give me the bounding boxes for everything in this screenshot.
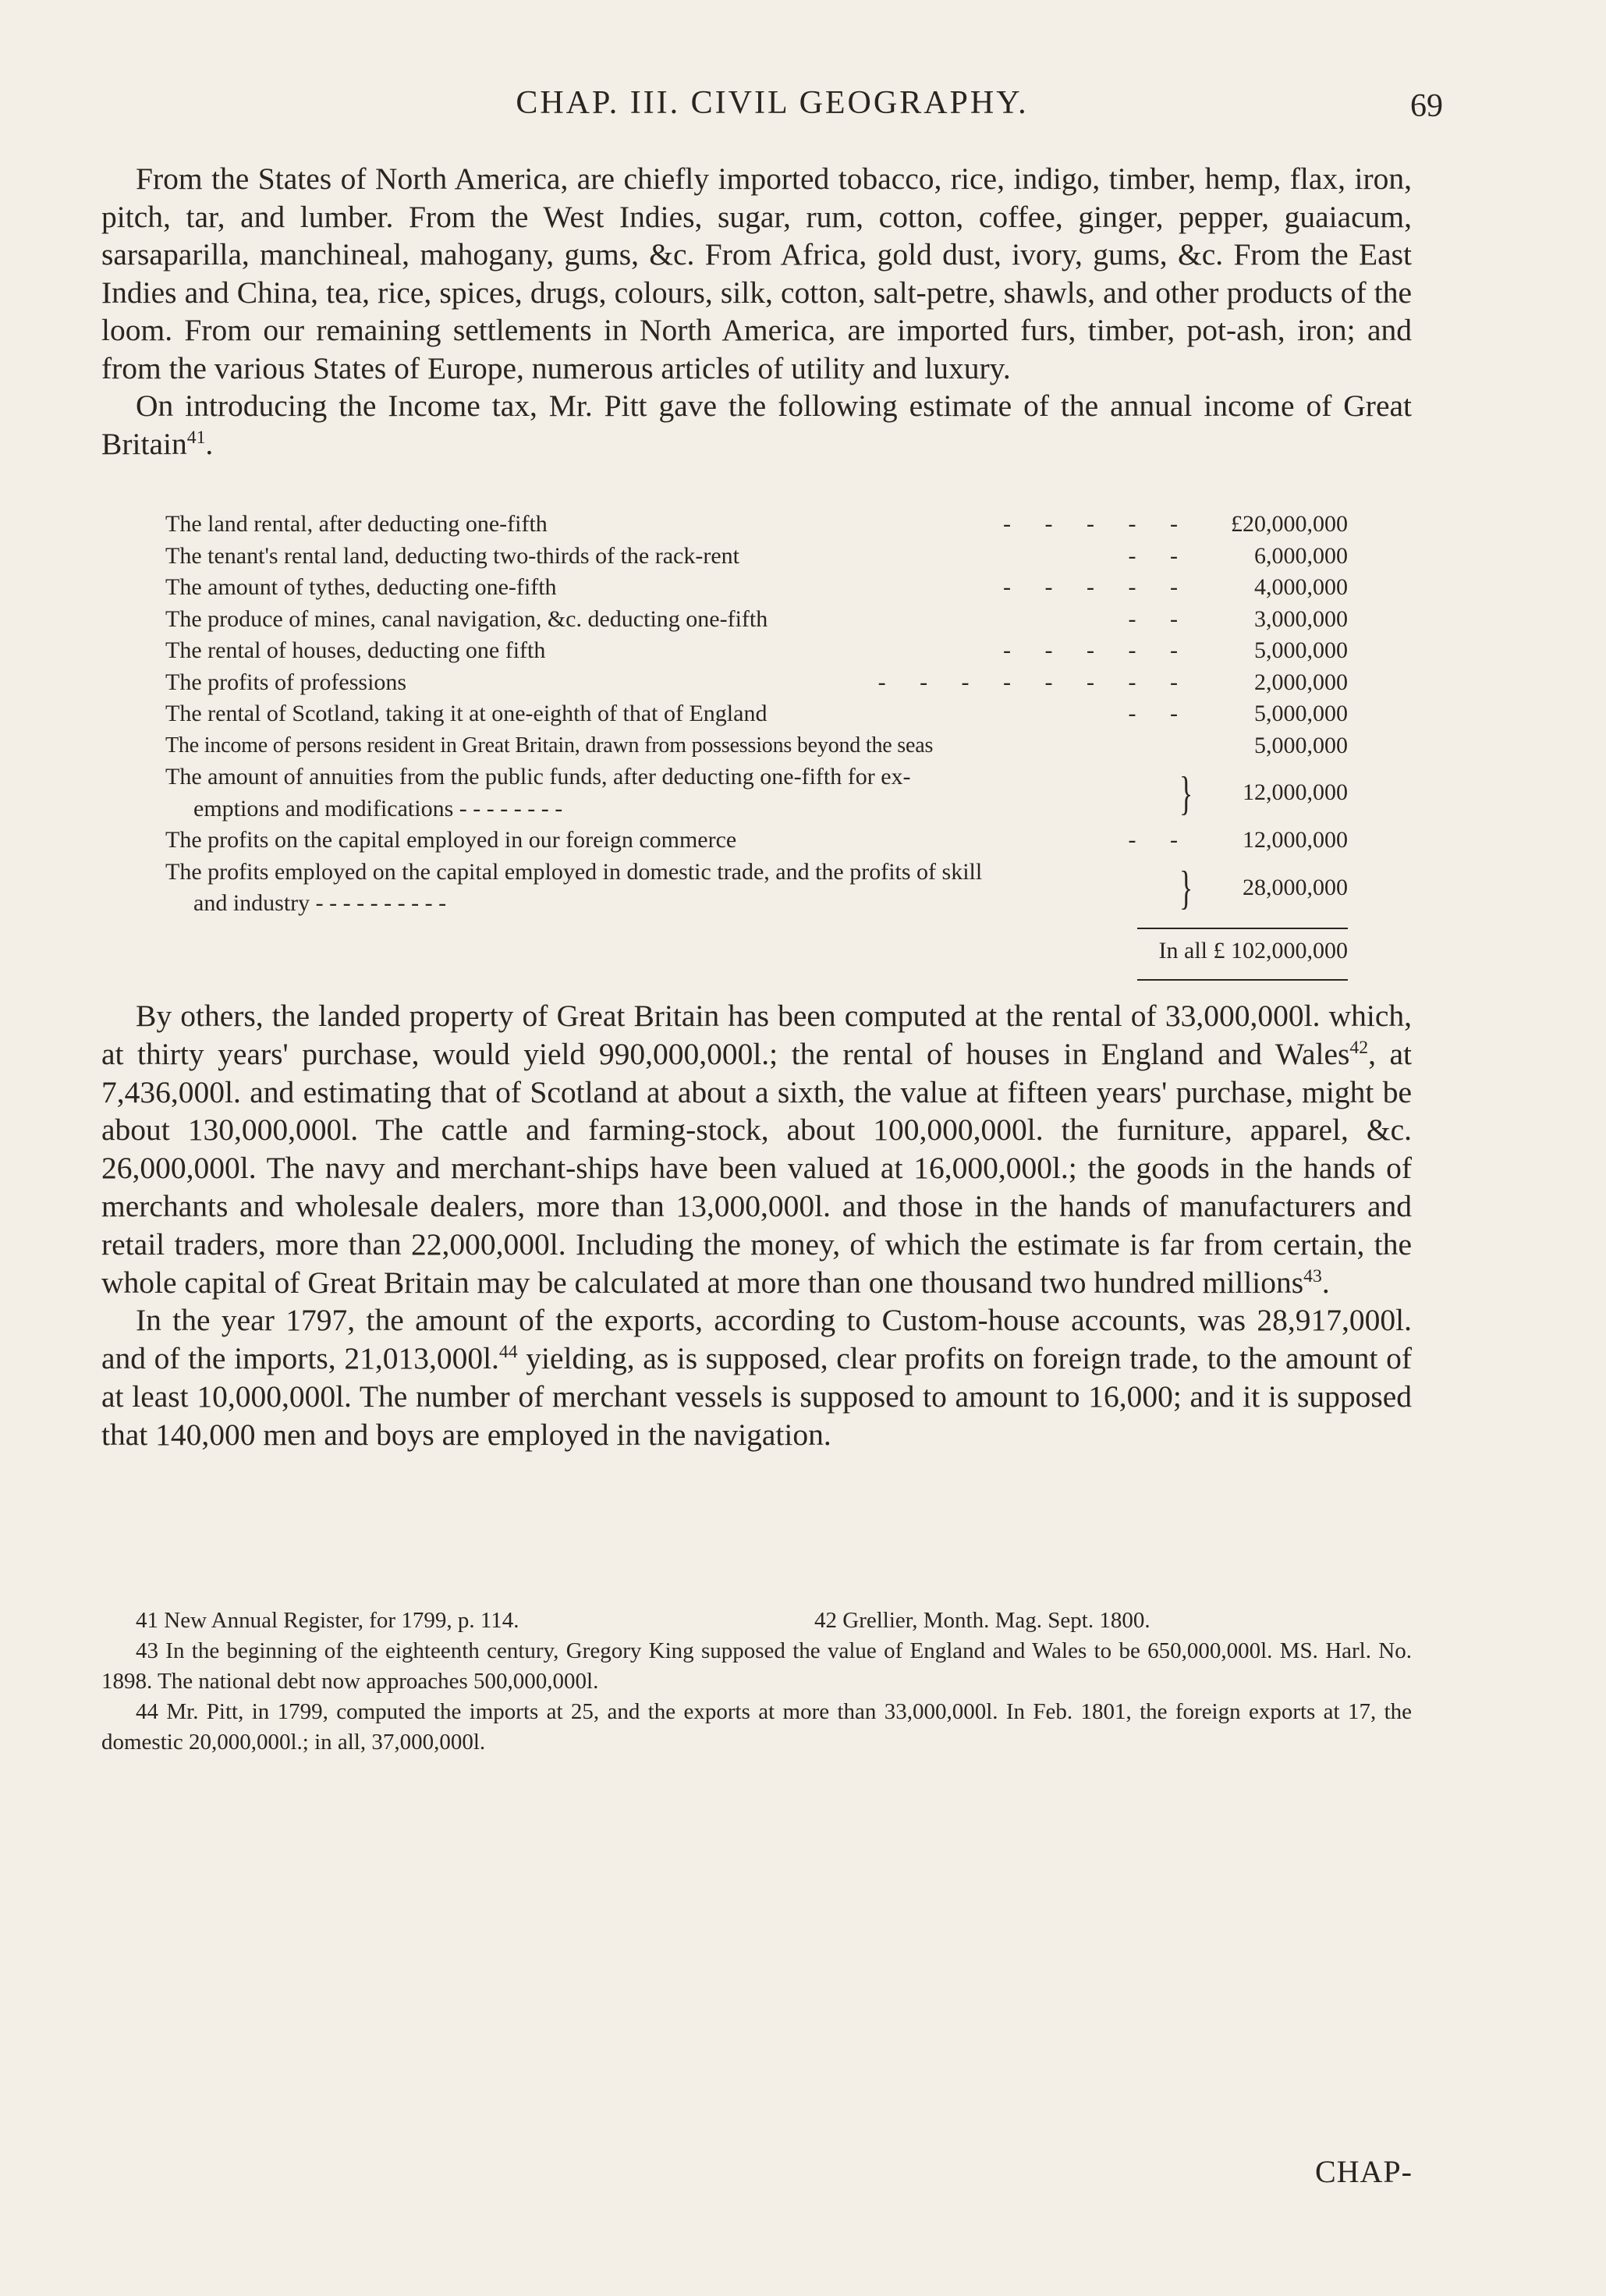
paragraph-exports (101, 1301, 1412, 1453)
footnotes (101, 1606, 1412, 1758)
paragraph-exports-b: yielding, as is supposed, clear profits on foreign trade, to the amount of at least 10,000,000l. The number of merchant vessels is supposed to amount to 16,000; and it is supposed that 140,000 men and boys are employed in the navigation. (101, 1341, 1412, 1452)
note-ref-41: 41 (186, 427, 206, 448)
row-description: The profits of professions (165, 669, 407, 695)
catchword: CHAP- (1314, 2154, 1413, 2189)
row-amount: 12,000,000 (1243, 827, 1348, 853)
table-row (165, 825, 1348, 857)
row-description-line1: The profits employed on the capital employed in domestic trade, and the profits of skill (165, 858, 983, 885)
table-row (165, 761, 1348, 825)
row-description: The profits on the capital employed in our foreign commerce (165, 827, 737, 853)
row-amount: 12,000,000 (1243, 779, 1348, 806)
table-row (165, 698, 1348, 730)
page-header (101, 84, 1443, 139)
paragraph-income-tax-text: On introducing the Income tax, Mr. Pitt gave the following estimate of the annual income of Great Britain (101, 389, 1412, 461)
body-text-bottom (101, 997, 1412, 1454)
page-number: 69 (1410, 88, 1443, 124)
row-leader: - - - - - (1003, 637, 1192, 663)
row-description-block (165, 761, 1176, 825)
footnote-44: 44 Mr. Pitt, in 1799, computed the imports at 25, and the exports at more than 33,000,000l. In Feb. 1801, the foreign exports at 17, the domestic 20,000,000l.; in all, 37,000,000l. (101, 1699, 1412, 1755)
paragraph-landed-property (101, 997, 1412, 1301)
table-row (165, 857, 1348, 920)
row-leader: - - (1128, 701, 1192, 726)
table-row (165, 635, 1348, 667)
footnote-42: 42 Grellier, Month. Mag. Sept. 1800. (814, 1608, 1150, 1633)
row-leader: - - - - - (1003, 511, 1192, 537)
note-ref-43: 43 (1303, 1265, 1322, 1286)
row-description: The produce of mines, canal navigation, &c. deducting one-fifth (165, 605, 768, 632)
total-amount: £ 102,000,000 (1213, 937, 1348, 963)
row-amount: £20,000,000 (1231, 511, 1348, 537)
brace-icon: } (1179, 767, 1193, 819)
table-row (165, 572, 1348, 604)
table-row (165, 667, 1348, 699)
row-description-line2: and industry - - - - - - - - - - (193, 890, 447, 916)
row-amount: 4,000,000 (1254, 574, 1348, 600)
row-amount: 6,000,000 (1254, 542, 1348, 569)
table-row (165, 541, 1348, 573)
running-head: CHAP. III. CIVIL GEOGRAPHY. (516, 85, 1029, 121)
row-amount: 5,000,000 (1254, 732, 1348, 758)
paragraph-exports-a: In the year 1797, the amount of the exports, according to Custom-house accounts, was 28,917,000l. and of the imports, 21,013,000l. (101, 1303, 1412, 1376)
row-description: The income of persons resident in Great Britain, drawn from possessions beyond the seas (165, 733, 934, 758)
paragraph-landed-property-end: . (1321, 1265, 1330, 1300)
note-ref-44: 44 (498, 1342, 518, 1363)
total-block (165, 920, 1348, 982)
paragraph-income-tax-end: . (205, 426, 214, 461)
footnote-pair (101, 1606, 1412, 1636)
row-amount: 5,000,000 (1254, 701, 1348, 726)
row-leader: - - - - - (1003, 574, 1192, 600)
note-ref-42: 42 (1349, 1037, 1369, 1058)
paragraph-income-tax (101, 387, 1412, 463)
row-description: The rental of houses, deducting one fifth (165, 637, 546, 663)
row-amount: 3,000,000 (1254, 605, 1348, 632)
row-amount: 2,000,000 (1254, 669, 1348, 695)
row-description-line1: The amount of annuities from the public funds, after deducting one-fifth for ex- (165, 764, 911, 790)
brace-icon: } (1179, 862, 1193, 914)
footnote-41: 41 New Annual Register, for 1799, p. 114. (136, 1608, 519, 1633)
row-leader: - - (1128, 605, 1192, 632)
row-description: The amount of tythes, deducting one-fifth (165, 574, 557, 600)
row-description-block (165, 857, 1176, 920)
paragraph-imports: From the States of North America, are chiefly imported tobacco, rice, indigo, timber, hemp, flax, iron, pitch, tar, and lumber. From the West Indies, sugar, rum, cotton, coffee, ginger, pepper, guaiacum, sarsaparilla, manchineal, mahogany, gums, &c. From Africa, gold dust, ivory, gums, &c. From the East Indies and China, tea, rice, spices, drugs, colours, silk, cotton, salt-petre, shawls, and other products of the loom. From our remaining settlements in North America, are imported furs, timber, pot-ash, iron; and from the various States of Europe, numerous articles of utility and luxury. (101, 161, 1412, 385)
table-row (165, 509, 1348, 541)
row-description: The rental of Scotland, taking it at one-eighth of that of England (165, 701, 768, 726)
paragraph-landed-property-a: By others, the landed property of Great Britain has been computed at the rental of 33,000,000l. which, at thirty years' purchase, would yield 990,000,000l.; the rental of houses in England and Wales (101, 999, 1412, 1071)
row-leader: - - (1128, 827, 1192, 853)
row-leader: - - - - - - - - (877, 669, 1192, 695)
row-amount: 5,000,000 (1254, 637, 1348, 663)
row-description: The tenant's rental land, deducting two-thirds of the rack-rent (165, 542, 739, 569)
footnote-43: 43 In the beginning of the eighteenth century, Gregory King supposed the value of England and Wales to be 650,000,000l. MS. Harl. No. 1898. The national debt now approaches 500,000,000l. (101, 1638, 1412, 1694)
row-amount: 28,000,000 (1243, 874, 1348, 900)
total-line (1159, 935, 1348, 967)
body-text-top (101, 160, 1412, 463)
row-leader: - - (1128, 542, 1192, 569)
income-estimate-table (165, 509, 1348, 982)
table-row (165, 730, 1348, 762)
total-rule-bottom (1137, 979, 1348, 981)
table-row (165, 604, 1348, 636)
total-rule-top (1137, 928, 1348, 929)
row-description: The land rental, after deducting one-fifth (165, 511, 548, 537)
paragraph-landed-property-b: , at 7,436,000l. and estimating that of Scotland at about a sixth, the value at fifteen years' purchase, might be about 130,000,000l. The cattle and farming-stock, about 100,000,000l. the furniture, apparel, &c. 26,000,000l. The navy and merchant-ships have been valued at 16,000,000l.; the goods in the hands of merchants and wholesale dealers, more than 13,000,000l. and those in the hands of manufacturers and retail traders, more than 22,000,000l. Including the money, of which the estimate is far from certain, the whole capital of Great Britain may be calculated at more than one thousand two hundred millions (101, 1036, 1412, 1300)
row-description-line2: emptions and modifications - - - - - - - - (193, 795, 563, 822)
total-label: In all (1158, 937, 1207, 963)
